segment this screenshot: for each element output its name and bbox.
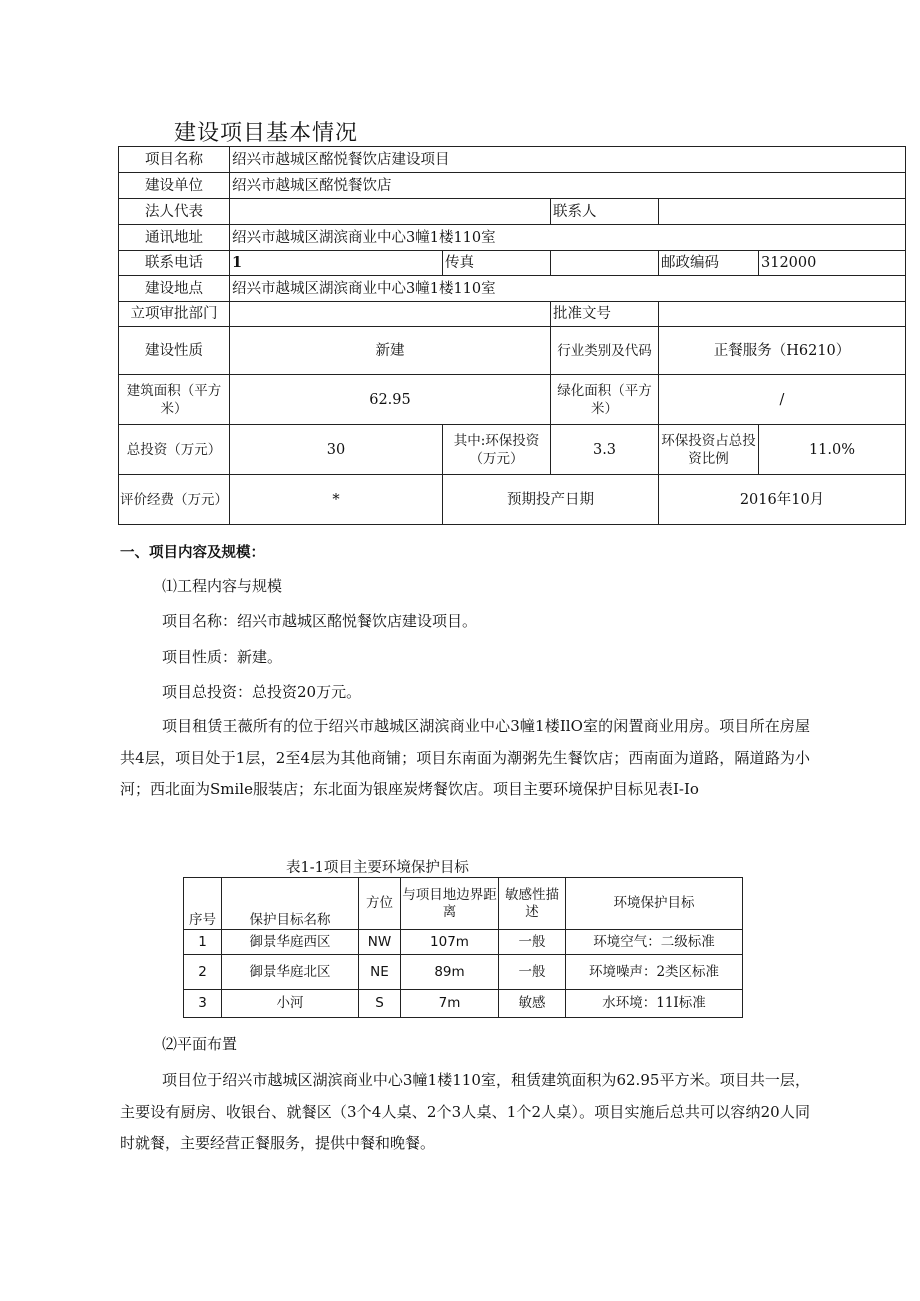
label-date: 预期投产日期 [443, 475, 659, 525]
cell-dist: 89m [401, 955, 499, 990]
th-dir: 方位 [359, 878, 401, 930]
table-caption: 表1-1项目主要环境保护目标 [286, 860, 469, 876]
paragraph-layout: 项目位于绍兴市越城区湖滨商业中心3幢1楼110室，租赁建筑面积为62.95平方米。项目共一层，主要设有厨房、收银台、就餐区（3个4人桌、2个3人桌、1个2人桌）。项目实施后总共可以容纳20人同时就餐，主要经营正餐服务，提供中餐和晚餐。 [120, 1071, 810, 1152]
value-approval-dept [230, 302, 551, 327]
value-postcode: 312000 [759, 251, 906, 276]
value-green: / [659, 375, 906, 425]
value-nature: 新建 [230, 327, 551, 375]
th-target: 环境保护目标 [566, 878, 743, 930]
subheading-scale: ⑴工程内容与规模 [162, 577, 283, 595]
cell-dir: NW [359, 930, 401, 955]
value-invest: 30 [230, 425, 443, 475]
label-invest: 总投资（万元） [119, 425, 230, 475]
value-fax [551, 251, 659, 276]
cell-dir: NE [359, 955, 401, 990]
label-approval-no: 批准文号 [551, 302, 659, 327]
value-unit: 绍兴市越城区酩悦餐饮店 [230, 173, 906, 199]
value-area: 62.95 [230, 375, 551, 425]
label-area: 建筑面积（平方米） [119, 375, 230, 425]
label-env-invest: 其中:环保投资（万元） [443, 425, 551, 475]
value-fee: * [230, 475, 443, 525]
label-project-name: 项目名称 [119, 147, 230, 173]
value-contact [659, 199, 906, 225]
value-legal [230, 199, 551, 225]
cell-dist: 107m [401, 930, 499, 955]
label-address: 通讯地址 [119, 225, 230, 251]
cell-sens: 敏感 [499, 990, 566, 1018]
section-heading: 一、项目内容及规模： [120, 545, 265, 561]
label-site: 建设地点 [119, 276, 230, 302]
subheading-layout: ⑵平面布置 [162, 1035, 238, 1053]
value-approval-no [659, 302, 906, 327]
table-row [184, 990, 743, 1018]
cell-target: 环境空气：二级标准 [566, 930, 743, 955]
label-green: 绿化面积（平方米） [551, 375, 659, 425]
cell-name: 御景华庭西区 [222, 930, 359, 955]
paragraph-location: 项目租赁王薇所有的位于绍兴市越城区湖滨商业中心3幢1楼IlO室的闲置商业用房。项目所在房屋共4层，项目处于1层，2至4层为其他商铺；项目东南面为潮粥先生餐饮店；西南面为道路，隔道路为小河；西北面为Smile服装店；东北面为银座炭烤餐饮店。项目主要环境保护目标见表I-Io [120, 717, 810, 798]
label-postcode: 邮政编码 [659, 251, 759, 276]
item-project-nature: 项目性质：新建。 [162, 648, 283, 666]
label-fax: 传真 [443, 251, 551, 276]
label-industry: 行业类别及代码 [551, 327, 659, 375]
label-ratio: 环保投资占总投资比例 [659, 425, 759, 475]
cell-name: 小河 [222, 990, 359, 1018]
cell-no: 2 [184, 955, 222, 990]
cell-sens: 一般 [499, 955, 566, 990]
label-phone: 联系电话 [119, 251, 230, 276]
table-row [184, 930, 743, 955]
label-legal: 法人代表 [119, 199, 230, 225]
value-site: 绍兴市越城区湖滨商业中心3幢1楼110室 [230, 276, 906, 302]
page-title: 建设项目基本情况 [174, 121, 359, 146]
value-project-name: 绍兴市越城区酩悦餐饮店建设项目 [230, 147, 906, 173]
cell-dist: 7m [401, 990, 499, 1018]
cell-no: 1 [184, 930, 222, 955]
value-date: 2016年10月 [659, 475, 906, 525]
label-contact: 联系人 [551, 199, 659, 225]
label-fee: 评价经费（万元） [119, 475, 230, 525]
label-nature: 建设性质 [119, 327, 230, 375]
th-dist: 与项目地边界距离 [401, 878, 499, 930]
cell-sens: 一般 [499, 930, 566, 955]
value-env-invest: 3.3 [551, 425, 659, 475]
value-industry: 正餐服务（H6210） [659, 327, 906, 375]
environment-target-table [183, 877, 743, 1018]
cell-dir: S [359, 990, 401, 1018]
cell-no: 3 [184, 990, 222, 1018]
th-no: 序号 [184, 878, 222, 930]
label-approval-dept: 立项审批部门 [119, 302, 230, 327]
item-project-invest: 项目总投资：总投资20万元。 [162, 683, 362, 701]
table-row [184, 955, 743, 990]
value-phone: 1 [230, 251, 443, 276]
th-name: 保护目标名称 [222, 878, 359, 930]
value-ratio: 11.0% [759, 425, 906, 475]
label-unit: 建设单位 [119, 173, 230, 199]
cell-target: 水环境：11I标准 [566, 990, 743, 1018]
cell-name: 御景华庭北区 [222, 955, 359, 990]
item-project-name: 项目名称：绍兴市越城区酩悦餐饮店建设项目。 [162, 612, 478, 630]
value-address: 绍兴市越城区湖滨商业中心3幢1楼110室 [230, 225, 906, 251]
cell-target: 环境噪声：2类区标准 [566, 955, 743, 990]
th-sens: 敏感性描述 [499, 878, 566, 930]
basic-info-table [118, 146, 906, 525]
